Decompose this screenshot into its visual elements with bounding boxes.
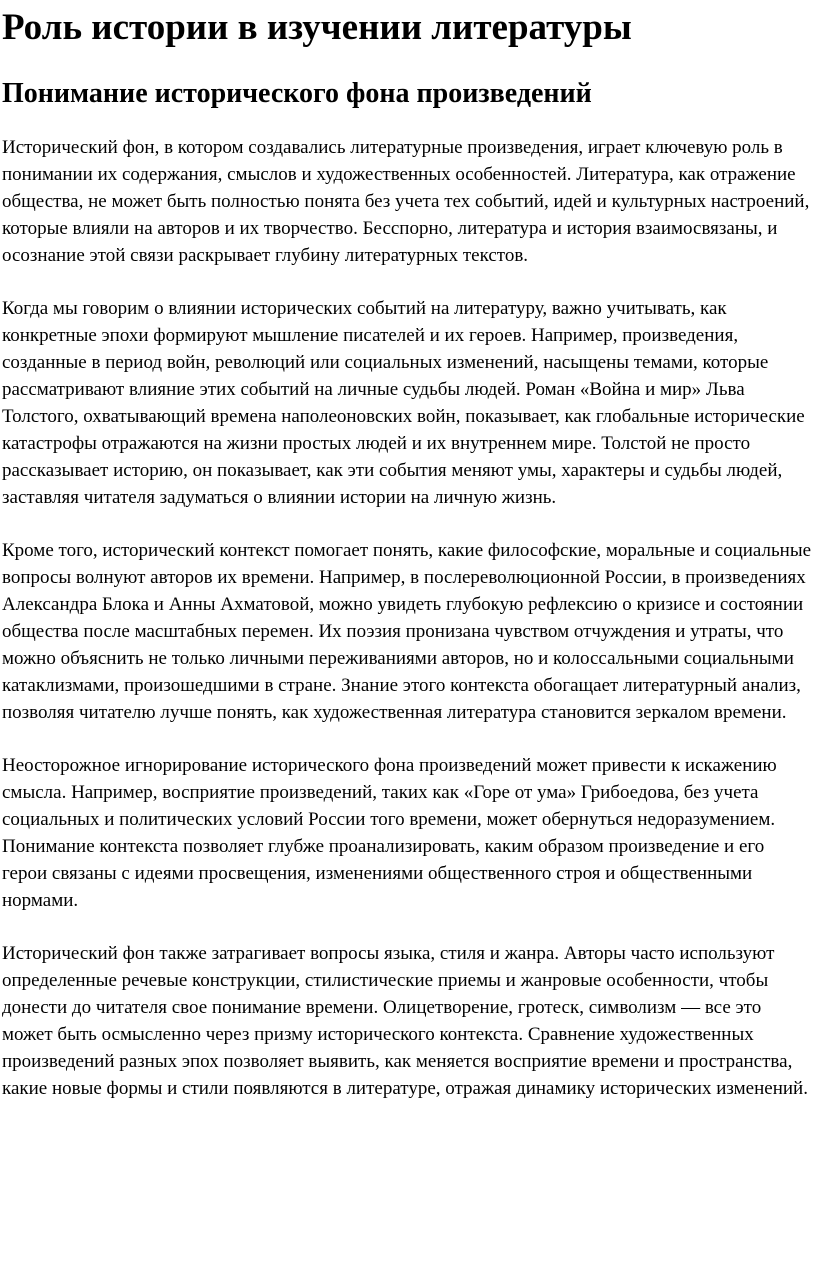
paragraph-4: Неосторожное игнорирование исторического фона произведений может привести к искажению смысла. Например, восприятие произведений, таких как «Горе от ума» Грибоедова, без учета социальных и политических условий России того времени, может обернуться недоразумением. Понимание контекста позволяет глубже проанализировать, каким образом произведение и его герои связаны с идеями просвещения, изменениями общественного строя и общественными нормами. <box>2 755 777 911</box>
document-body <box>2 134 816 1102</box>
paragraph-1: Исторический фон, в котором создавались литературные произведения, играет ключевую роль в понимании их содержания, смыслов и художественных особенностей. Литература, как отражение общества, не может быть полностью понята без учета тех событий, идей и культурных настроений, которые влияли на авторов и их творчество. Бесспорно, литература и история взаимосвязаны, и осознание этой связи раскрывает глубину литературных текстов. <box>2 137 810 266</box>
paragraph-2: Когда мы говорим о влиянии исторических событий на литературу, важно учитывать, как конкретные эпохи формируют мышление писателей и их героев. Например, произведения, созданные в период войн, революций или социальных изменений, насыщены темами, которые рассматривают влияние этих событий на личные судьбы людей. Роман «Война и мир» Льва Толстого, охватывающий времена наполеоновских войн, показывает, как глобальные исторические катастрофы отражаются на жизни простых людей и их внутреннем мире. Толстой не просто рассказывает историю, он показывает, как эти события меняют умы, характеры и судьбы людей, заставляя читателя задуматься о влиянии истории на личную жизнь. <box>2 298 805 508</box>
paragraph-3: Кроме того, исторический контекст помогает понять, какие философские, моральные и социальные вопросы волнуют авторов их времени. Например, в послереволюционной России, в произведениях Александра Блока и Анны Ахматовой, можно увидеть глубокую рефлексию о кризисе и состоянии общества после масштабных перемен. Их поэзия пронизана чувством отчуждения и утраты, что можно объяснить не только личными переживаниями авторов, но и колоссальными социальными катаклизмами, произошедшими в стране. Знание этого контекста обогащает литературный анализ, позволяя читателю лучше понять, как художественная литература становится зеркалом времени. <box>2 540 812 723</box>
paragraph-5: Исторический фон также затрагивает вопросы языка, стиля и жанра. Авторы часто используют определенные речевые конструкции, стилистические приемы и жанровые особенности, чтобы донести до читателя свое понимание времени. Олицетворение, гротеск, символизм — все это может быть осмысленно через призму исторического контекста. Сравнение художественных произведений разных эпох позволяет выявить, как меняется восприятие времени и пространства, какие новые формы и стили появляются в литературе, отражая динамику исторических изменений. <box>2 943 808 1099</box>
page-title: Роль истории в изучении литературы <box>2 7 632 48</box>
section-heading: Понимание исторического фона произведений <box>2 78 592 109</box>
